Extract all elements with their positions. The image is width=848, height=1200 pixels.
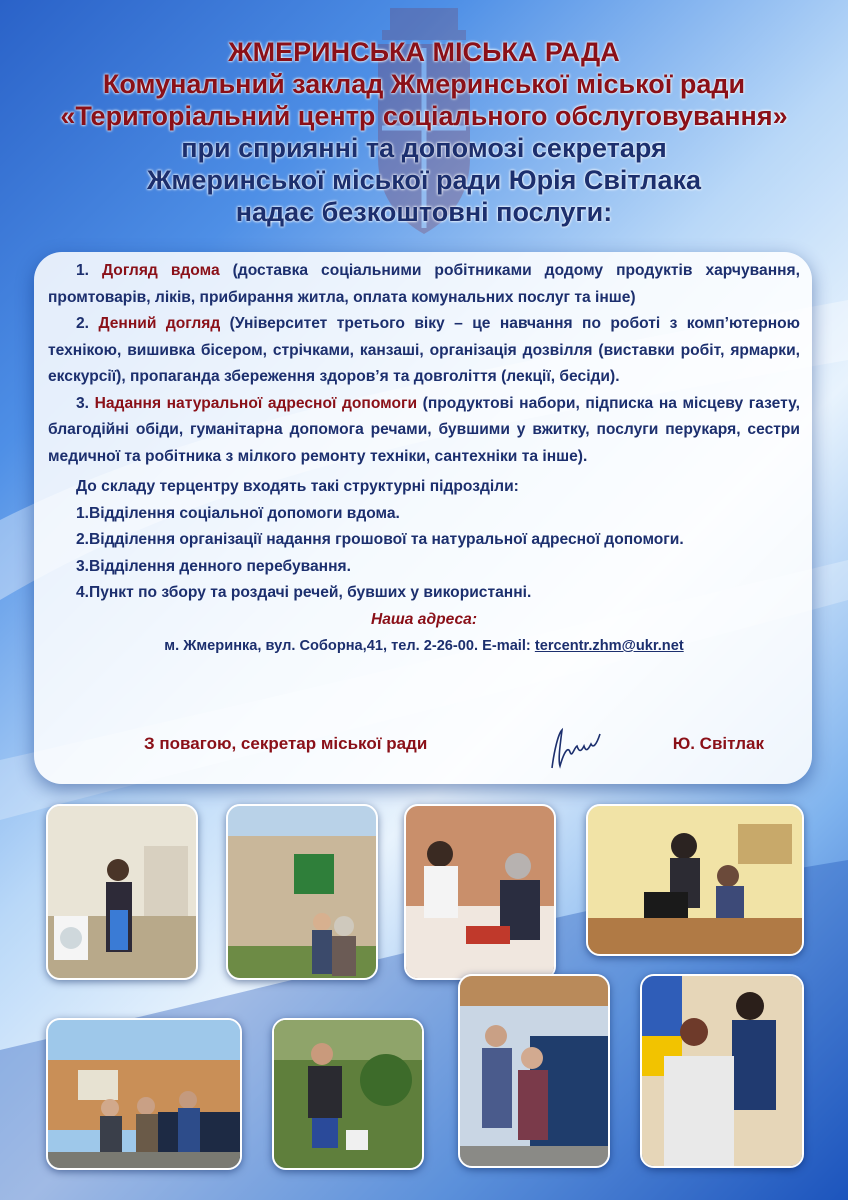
photo-group-car bbox=[46, 1018, 242, 1170]
service-item: 3. Надання натуральної адресної допомоги (продуктові набори, підписка на місцеву газету, благодійні обіди, гуманітарна допомога речами, бувшими у вжитку, послуги перукаря, сестри медичної та робітника з мілкого ремонту техніки, сантехніки та інше). bbox=[48, 394, 800, 465]
service-title: Надання натуральної адресної допомоги bbox=[94, 394, 418, 412]
service-description: (продуктові набори, підписка на місцеву газету, благодійні обіди, гуманітарна допомога речами, бувшими у вжитку, послуги перукаря, сестри медичної та робітника з мілкого ремонту техніки, сантехніки та інше). bbox=[48, 394, 800, 465]
photo-medical-check bbox=[404, 804, 556, 980]
info-panel bbox=[34, 252, 812, 784]
council-title: ЖМЕРИНСЬКА МІСЬКА РАДА bbox=[228, 37, 620, 67]
center-name: «Територіальний центр соціального обслуговування» bbox=[60, 101, 788, 131]
photo-house-visit bbox=[226, 804, 378, 980]
services-heading: надає безкоштовні послуги: bbox=[235, 197, 613, 227]
header bbox=[0, 36, 848, 228]
support-line: при сприянні та допомозі секретаря bbox=[181, 133, 667, 163]
service-description: (Університет третього віку – це навчання по роботі з комп’ютерною технікою, вишивка бісером, стрічками, канзаші, організація дозвілля (виставки робіт, ярмарки, екскурсії), пропаганда збереження здоров’я та довголіття (лекції, бесіди). bbox=[48, 315, 800, 385]
photo-home-care bbox=[46, 804, 198, 980]
address-line: м. Жмеринка, вул. Соборна,41, тел. 2-26-00. E-mail: tercentr.zhm@ukr.net bbox=[164, 638, 684, 654]
service-item: 1. Догляд вдома (доставка соціальними робітниками додому продуктів харчування, промтоварів, ліків, прибирання житла, оплата комунальних послуг та інше) bbox=[48, 262, 800, 306]
address-title: Наша адреса: bbox=[370, 610, 478, 628]
service-title: Догляд вдома bbox=[102, 262, 220, 279]
handwritten-signature bbox=[544, 722, 604, 774]
department-item: 4.Пункт по збору та роздачі речей, бувших у використанні. bbox=[76, 584, 532, 601]
institution-name: Комунальний заклад Жмеринської міської ради bbox=[102, 69, 746, 99]
photo-office bbox=[586, 804, 804, 956]
department-item: 2.Відділення організації надання грошової та натуральної адресної допомоги. bbox=[76, 531, 684, 548]
service-description: (доставка соціальними робітниками додому продуктів харчування, промтоварів, ліків, прибирання житла, оплата комунальних послуг та інше) bbox=[48, 262, 800, 306]
signature-block bbox=[144, 730, 764, 770]
photo-hairdresser bbox=[640, 974, 804, 1168]
service-title: Денний догляд bbox=[98, 315, 221, 332]
service-item: 2. Денний догляд (Університет третього віку – це навчання по роботі з комп’ютерною технікою, вишивка бісером, стрічками, канзаші, організація дозвілля (виставки робіт, ярмарки, екскурсії), пропаганда збереження здоров’я та довголіття (лекції, бесіди). bbox=[48, 315, 800, 385]
signature-name: Ю. Світлак bbox=[672, 734, 764, 753]
photo-car-help bbox=[458, 974, 610, 1168]
email-link[interactable]: tercentr.zhm@ukr.net bbox=[534, 638, 684, 654]
department-item: 1.Відділення соціальної допомоги вдома. bbox=[76, 504, 400, 522]
photo-garden bbox=[272, 1018, 424, 1170]
signature-title: З повагою, секретар міської ради bbox=[144, 734, 428, 753]
department-item: 3.Відділення денного перебування. bbox=[76, 557, 351, 575]
departments-intro: До складу терцентру входять такі структурні підрозділи: bbox=[76, 478, 519, 495]
secretary-line: Жмеринської міської ради Юрія Світлака bbox=[147, 165, 701, 195]
